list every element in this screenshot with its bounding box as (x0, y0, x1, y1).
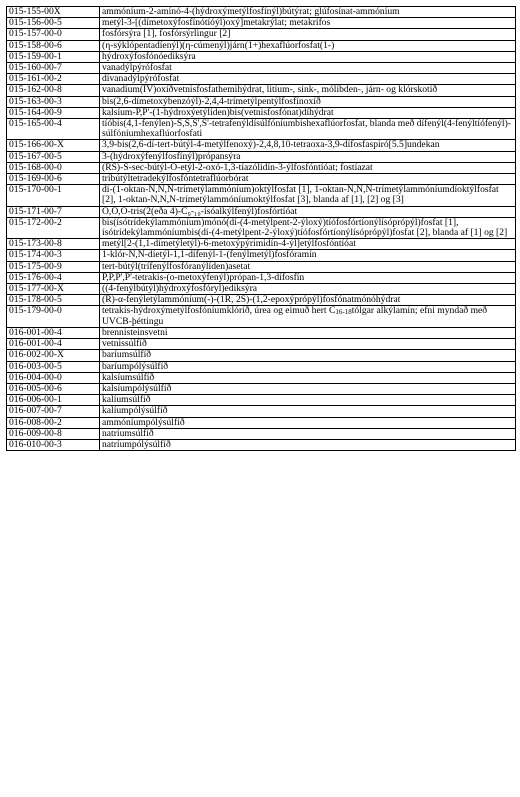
substance-name-cell: metýl[2-(1,1-dímetýletýl)-6-metoxýpýrimidín-4-ýl]etýlfosfóntíóat (100, 239, 516, 250)
table-row (7, 261, 516, 272)
table-row (7, 306, 516, 327)
index-number-cell: 016-002-00-X (7, 350, 100, 361)
table-row (7, 395, 516, 406)
index-number-cell: 015-163-00-3 (7, 96, 100, 107)
table-row (7, 217, 516, 238)
table-row (7, 383, 516, 394)
index-number-cell: 015-164-00-9 (7, 107, 100, 118)
substance-table (6, 6, 516, 451)
substance-name-cell: kalsíum-P,P'-(1-hýdroxýetýlíden)bis(vetnisfosfónat)díhýdrat (100, 107, 516, 118)
index-number-cell: 015-165-00-4 (7, 119, 100, 140)
substance-name-cell: 1-klór-N,N-díetýl-1,1-dífenýl-1-(fenýlmetýl)fosfóramín (100, 250, 516, 261)
table-row (7, 295, 516, 306)
index-number-cell: 015-156-00-5 (7, 18, 100, 29)
substance-name-cell: (R)-α-fenýletýlammóníum(-)-(1R, 2S)-(1,2-epoxýprópýl)fosfónatmónóhýdrat (100, 295, 516, 306)
table-row (7, 239, 516, 250)
index-number-cell: 016-009-00-8 (7, 428, 100, 439)
index-number-cell: 015-179-00-0 (7, 306, 100, 327)
index-number-cell: 015-155-00X (7, 7, 100, 18)
index-number-cell: 015-175-00-9 (7, 261, 100, 272)
index-number-cell: 015-157-00-0 (7, 29, 100, 40)
index-number-cell: 016-001-00-4 (7, 327, 100, 338)
substance-name-cell: (RS)-S-sec-bútýl-O-etýl-2-oxó-1,3-tíazólidín-3-ýlfosfóntíóat; fostíazat (100, 162, 516, 173)
table-row (7, 96, 516, 107)
substance-name-cell (100, 306, 516, 327)
substance-name-cell: kalíumsúlfíð (100, 395, 516, 406)
index-number-cell: 015-166-00-X (7, 140, 100, 151)
substance-name-cell: metýl-3-[(dímetoxýfosfínótíóýl)oxý]metakrýlat; metakrífos (100, 18, 516, 29)
substance-name-subscript: 16-18 (335, 308, 352, 317)
substance-name-cell: baríumpólýsúlfíð (100, 361, 516, 372)
table-row (7, 162, 516, 173)
index-number-cell: 015-168-00-0 (7, 162, 100, 173)
table-row (7, 29, 516, 40)
index-number-cell: 016-005-00-6 (7, 383, 100, 394)
index-number-cell: 015-172-00-2 (7, 217, 100, 238)
index-number-cell: 016-001-00-4 (7, 339, 100, 350)
table-row (7, 327, 516, 338)
table-row (7, 7, 516, 18)
index-number-cell: 016-007-00-7 (7, 406, 100, 417)
index-number-cell: 016-006-00-1 (7, 395, 100, 406)
substance-name-cell: kalsíumsúlfíð (100, 372, 516, 383)
index-number-cell: 015-162-00-8 (7, 85, 100, 96)
index-number-cell: 016-004-00-0 (7, 372, 100, 383)
index-number-cell: 016-008-00-2 (7, 417, 100, 428)
index-number-cell: 015-176-00-4 (7, 272, 100, 283)
index-number-cell: 015-174-00-3 (7, 250, 100, 261)
substance-name-cell: tríbútýltetradekýlfosfóntetraflúorbórat (100, 174, 516, 185)
substance-name-cell: O,O,O-tris(2(eða 4)-C₉‐₁₀-ísóalkýlfenýl)fosfórtíóat (100, 206, 516, 217)
index-number-cell: 015-169-00-6 (7, 174, 100, 185)
substance-name-cell: dívanadýlpýrófosfat (100, 74, 516, 85)
table-row (7, 51, 516, 62)
table-row (7, 350, 516, 361)
table-row (7, 174, 516, 185)
table-row (7, 361, 516, 372)
substance-name-cell: kalsíumpólýsúlfíð (100, 383, 516, 394)
table-row (7, 284, 516, 295)
substance-name-cell: hýdroxýfosfónóediksýra (100, 51, 516, 62)
index-number-cell: 015-170-00-1 (7, 185, 100, 206)
substance-name-cell: vanadýlpýrófosfat (100, 63, 516, 74)
substance-name-cell: baríumsúlfíð (100, 350, 516, 361)
table-row (7, 417, 516, 428)
substance-name-cell: fosfórsýra [1], fosfórsýrlingur [2] (100, 29, 516, 40)
index-number-cell: 015-178-00-5 (7, 295, 100, 306)
substance-name-cell: vanadíum(IV)oxíðvetnisfosfathemihýdrat, litíum-, sink-, mólibden-, járn- og klórskotið (100, 85, 516, 96)
document-page (6, 6, 516, 451)
index-number-cell: 015-173-00-8 (7, 239, 100, 250)
table-row (7, 63, 516, 74)
index-number-cell: 015-167-00-5 (7, 151, 100, 162)
substance-name-cell: natríumsúlfíð (100, 428, 516, 439)
substance-name-cell: natríumpólýsúlfíð (100, 439, 516, 450)
substance-name-cell: tíóbis(4,1-fenýlen)-S,S,S',S'-tetrafenýldísúlfóníumbishexaflúorfosfat, blanda með dífenýl(4-fenýltíófenýl)-súlfóníumhexaflúorfosfati (100, 119, 516, 140)
table-row (7, 272, 516, 283)
substance-name-cell: bis(ísótrídekýlammóníum)mónó(dí-(4-metýlpent-2-ýloxý)tíófosfórtíonýlísóprópýl)fosfat [1], ísótrídekýlammóníumbis(dí-(4-metýlpent-2-ýloxý)tíófosfórtíonýlísóprópýl)fosfat [2], blanda af [1] og [2] (100, 217, 516, 238)
substance-name-cell: (η-sýklópentadíenýl)(η-cúmenýl)járn(1+)hexaflúorfosfat(1-) (100, 40, 516, 51)
substance-name-cell: P,P,P',P'-tetrakis-(o-metoxýfenýl)própan-1,3-dífosfín (100, 272, 516, 283)
substance-name-cell: tert-bútýl(trífenýlfosfóranýlíden)asetat (100, 261, 516, 272)
table-row (7, 339, 516, 350)
table-row (7, 107, 516, 118)
substance-name-cell: 3-(hýdroxýfenýlfosfínýl)própansýra (100, 151, 516, 162)
substance-name-cell: kalíumpólýsúlfíð (100, 406, 516, 417)
index-number-cell: 015-158-00-6 (7, 40, 100, 51)
table-row (7, 119, 516, 140)
index-number-cell: 015-171-00-7 (7, 206, 100, 217)
table-row (7, 151, 516, 162)
substance-name-cell: ammóníum-2-amínó-4-(hýdroxýmetýlfosfínýl)bútýrat; glúfosínat-ammóníum (100, 7, 516, 18)
substance-name-cell: dí-(1-oktan-N,N,N-trímetýlammóníum)oktýlfosfat [1], 1-oktan-N,N,N-trímetýlammóníumdíoktýlfosfat [2], 1-oktan-N,N,N-trímetýlammóníumoktýlfosfat [3], blanda af [1], [2] og [3] (100, 185, 516, 206)
substance-table-body (7, 7, 516, 451)
table-row (7, 40, 516, 51)
substance-name-cell: bis(2,6-dímetoxýbenzóýl)-2,4,4-trímetýlpentýlfosfínoxíð (100, 96, 516, 107)
substance-name-text: tólgar alkýlamín; efni myndað með UVCB-þéttingu (102, 305, 488, 327)
table-row (7, 206, 516, 217)
substance-name-cell: ((4-fenýlbútýl)hýdroxýfosfóryl)ediksýra (100, 284, 516, 295)
substance-name-cell: ammóníumpólýsúlfíð (100, 417, 516, 428)
substance-name-text: tetrakis-hýdroxýmetýlfosfóníumklóríð, úrea og eimuð hert C (102, 305, 336, 317)
index-number-cell: 016-003-00-5 (7, 361, 100, 372)
table-row (7, 18, 516, 29)
table-row (7, 439, 516, 450)
substance-name-cell: 3,9-bis(2,6-dí-tert-bútýl-4-metýlfenoxý)-2,4,8,10-tetraoxa-3,9-dífosfaspíró[5.5]undekan (100, 140, 516, 151)
index-number-cell: 015-159-00-1 (7, 51, 100, 62)
table-row (7, 140, 516, 151)
table-row (7, 406, 516, 417)
table-row (7, 250, 516, 261)
table-row (7, 85, 516, 96)
substance-name-cell: brennisteinsvetni (100, 327, 516, 338)
index-number-cell: 015-161-00-2 (7, 74, 100, 85)
index-number-cell: 015-177-00-X (7, 284, 100, 295)
table-row (7, 372, 516, 383)
substance-name-cell: vetnissúlfíð (100, 339, 516, 350)
table-row (7, 74, 516, 85)
table-row (7, 185, 516, 206)
table-row (7, 428, 516, 439)
index-number-cell: 015-160-00-7 (7, 63, 100, 74)
index-number-cell: 016-010-00-3 (7, 439, 100, 450)
